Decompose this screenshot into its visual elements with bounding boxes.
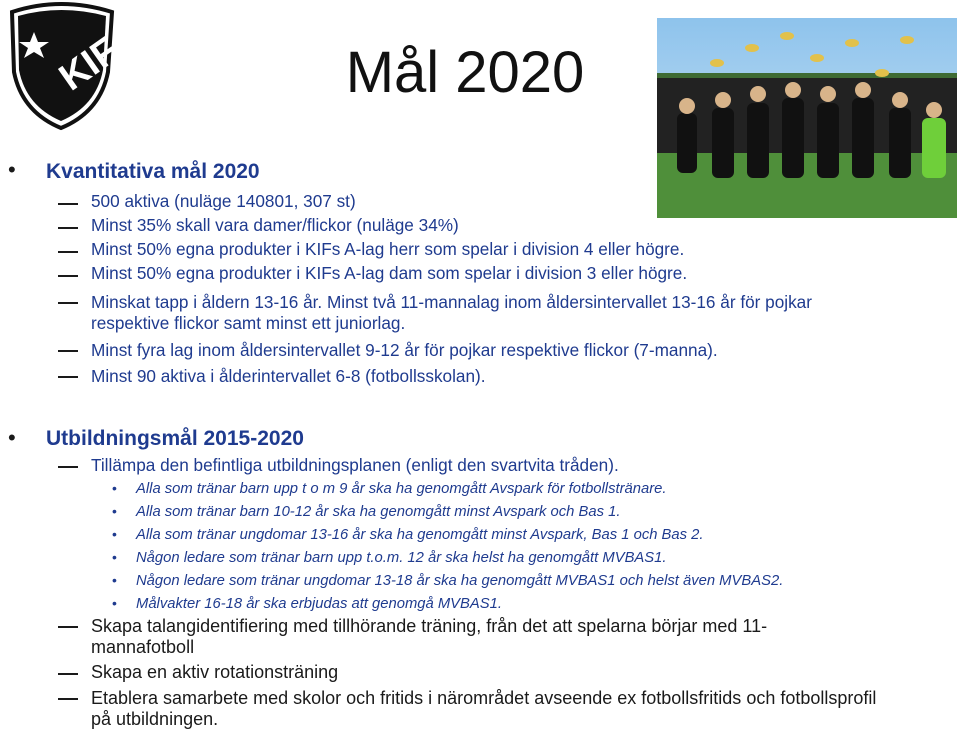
dash-icon [58,251,78,253]
section2-subitem: Alla som tränar ungdomar 13-16 år ska ha genomgått minst Avspark, Bas 1 och Bas 2. [136,527,704,543]
dash-icon [58,302,78,304]
dash-icon [58,466,78,468]
section1-item: Minst 35% skall vara damer/flickor (nuläge 34%) [91,215,459,235]
section1-item: Minst 50% egna produkter i KIFs A-lag dam som spelar i division 3 eller högre. [91,263,688,283]
dash-icon [58,350,78,352]
section1-item: Minst 90 aktiva i ålderintervallet 6-8 (fotbollsskolan). [91,366,486,386]
bullet-icon: • [8,157,16,182]
dash-icon [58,698,78,700]
section2-subitem: Någon ledare som tränar ungdomar 13-18 år ska ha genomgått MVBAS1 och helst även MVBAS2. [136,573,784,589]
sub-bullet-icon: • [112,526,117,542]
sub-bullet-icon: • [112,480,117,496]
section2-heading: Utbildningsmål 2015-2020 [46,427,304,450]
bullet-icon: • [8,425,16,450]
dash-icon [58,626,78,628]
dash-icon [58,376,78,378]
team-photo [657,18,957,218]
logo-text: KIF [51,29,127,100]
sub-bullet-icon: • [112,572,117,588]
section2-subitem: Någon ledare som tränar barn upp t.o.m. 12 år ska helst ha genomgått MVBAS1. [136,550,667,566]
section2-item: Skapa en aktiv rotationsträning [91,662,339,682]
sub-bullet-icon: • [112,549,117,565]
section1-item: Minskat tapp i åldern 13-16 år. Minst två 11-mannalag inom åldersintervallet 13-16 år för pojkar respektive flickor samt minst ett juniorlag. [91,292,812,333]
section2-subitem: Målvakter 16-18 år ska erbjudas att genomgå MVBAS1. [136,596,502,612]
dash-icon [58,203,78,205]
section2-item: Skapa talangidentifiering med tillhörande träning, från det att spelarna börjar med 11-mannafotboll [91,616,768,657]
sub-bullet-icon: • [112,595,117,611]
dash-icon [58,673,78,675]
section1-item: Minst 50% egna produkter i KIFs A-lag herr som spelar i division 4 eller högre. [91,239,685,259]
slide-title: Mål 2020 [345,40,585,105]
dash-icon [58,275,78,277]
section1-heading: Kvantitativa mål 2020 [46,160,260,183]
section2-item: Etablera samarbete med skolor och fritids i närområdet avseende ex fotbollsfritids och fotbollsprofil på utbildningen. [91,688,877,729]
section2-subitem: Alla som tränar barn upp t o m 9 år ska ha genomgått Avspark för fotbollstränare. [136,481,667,497]
dash-icon [58,227,78,229]
section2-subitem: Alla som tränar barn 10-12 år ska ha genomgått minst Avspark och Bas 1. [136,504,621,520]
section2-item: Tillämpa den befintliga utbildningsplanen (enligt den svartvita tråden). [91,455,619,475]
kif-logo [4,2,127,130]
section1-item: Minst fyra lag inom åldersintervallet 9-12 år för pojkar respektive flickor (7-manna). [91,340,718,360]
section1-item: 500 aktiva (nuläge 140801, 307 st) [91,191,356,211]
sub-bullet-icon: • [112,503,117,519]
